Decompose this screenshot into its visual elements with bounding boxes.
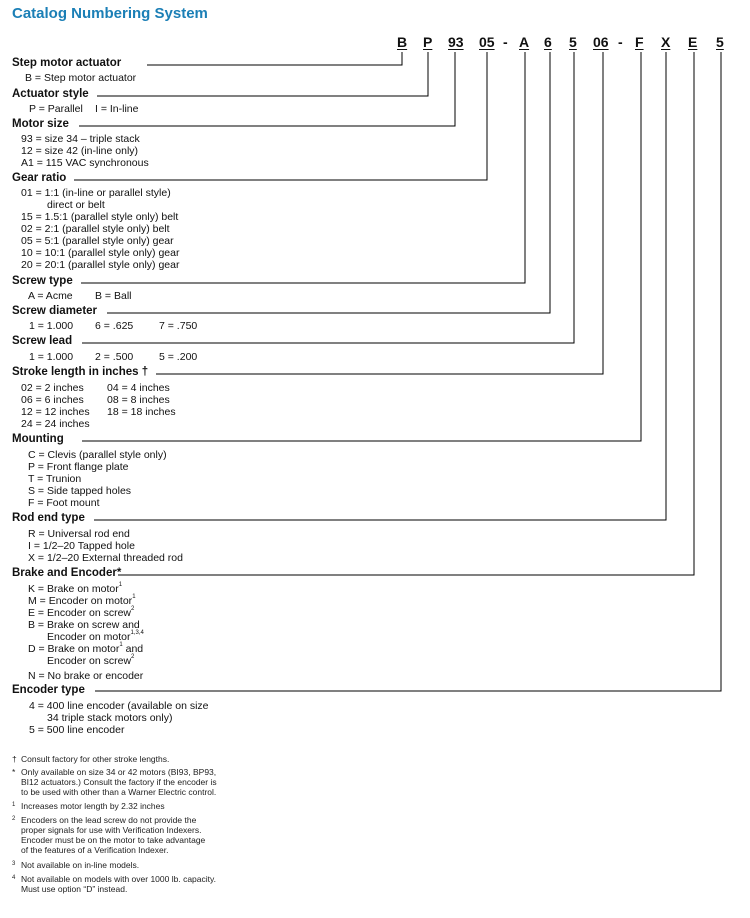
section-rod-end: Rod end type [12, 512, 85, 524]
option-motor-size: 93 = size 34 – triple stack [21, 133, 140, 145]
section-screw-lead: Screw lead [12, 335, 73, 347]
section-actuator-style: Actuator style [12, 88, 89, 100]
option-stroke: 08 = 8 inches [107, 394, 170, 406]
option-brake-encoder: B = Brake on screw and [28, 619, 140, 631]
option-motor-size: A1 = 115 VAC synchronous [21, 157, 149, 169]
option-mounting: T = Trunion [28, 473, 82, 485]
code-motor-size: 93 [448, 34, 464, 50]
section-step-motor: Step motor actuator [12, 57, 122, 69]
option-gear-ratio: 01 = 1:1 (in-line or parallel style) [21, 187, 171, 199]
leader-line [147, 52, 402, 65]
code-actuator-style: P [423, 34, 433, 50]
option-acme: A = Acme [28, 290, 73, 302]
option-screw-diameter: 7 = .750 [159, 320, 198, 332]
option-screw-lead: 2 = .500 [95, 351, 134, 363]
option-brake-encoder: N = No brake or encoder [28, 670, 144, 682]
option-brake-encoder: D = Brake on motor$^1$ and [28, 642, 144, 655]
option-gear-ratio: 20 = 20:1 (parallel style only) gear [21, 259, 180, 271]
option-stroke: 02 = 2 inches [21, 382, 84, 394]
footnote-line: Encoders on the lead screw do not provide the [21, 815, 197, 825]
footnote-line: Consult factory for other stroke lengths. [21, 754, 170, 764]
footnote-line: of the features of a Verification Indexer. [21, 845, 169, 855]
option-gear-ratio: 15 = 1.5:1 (parallel style only) belt [21, 211, 179, 223]
option-gear-ratio: 02 = 2:1 (parallel style only) belt [21, 223, 170, 235]
option-stroke: 04 = 4 inches [107, 382, 170, 394]
section-gear-ratio: Gear ratio [12, 172, 67, 184]
option-screw-diameter: 6 = .625 [95, 320, 134, 332]
section-screw-type: Screw type [12, 275, 73, 287]
option-stroke: 12 = 12 inches [21, 406, 90, 418]
footnote-mark: 1 [12, 802, 16, 808]
code-dash: - [503, 34, 508, 50]
section-stroke-length: Stroke length in inches † [12, 366, 149, 378]
option-mounting: C = Clevis (parallel style only) [28, 449, 167, 461]
footnote-line: Encoder must be on the motor to take advantage [21, 835, 206, 845]
option-rod-end: I = 1/2–20 Tapped hole [28, 540, 135, 552]
footnote-line: Only available on size 34 or 42 motors (BI93, BP93, [21, 767, 217, 777]
code-brake-encoder: E [688, 34, 698, 50]
section-screw-diameter: Screw diameter [12, 305, 98, 317]
leader-line [107, 52, 550, 313]
footnote-line: Must use option “D” instead. [21, 884, 128, 894]
option-parallel: P = Parallel [29, 103, 83, 115]
option-gear-ratio: 05 = 5:1 (parallel style only) gear [21, 235, 174, 247]
leader-line [95, 52, 721, 691]
code-rod-end: X [661, 34, 671, 50]
option-brake-encoder: E = Encoder on screw$^2$ [28, 606, 135, 619]
footnote-mark: 4 [12, 875, 16, 881]
section-encoder-type: Encoder type [12, 684, 85, 696]
option-brake-encoder: K = Brake on motor$^1$ [28, 582, 123, 595]
footnote-mark: 2 [12, 816, 16, 822]
code-stroke-length: 06 [593, 34, 609, 50]
code-dash: - [618, 34, 623, 50]
footnote-line: to be used with other than a Warner Electric control. [21, 787, 217, 797]
option-rod-end: R = Universal rod end [28, 528, 130, 540]
option-rod-end: X = 1/2–20 External threaded rod [28, 552, 183, 564]
code-encoder-type: 5 [716, 34, 724, 50]
option-stroke: 06 = 6 inches [21, 394, 84, 406]
option-encoder-type: 5 = 500 line encoder [29, 724, 125, 736]
code-gear-ratio: 05 [479, 34, 495, 50]
option-encoder-type: 4 = 400 line encoder (available on size [29, 700, 209, 712]
option-ball: B = Ball [95, 290, 132, 302]
leader-line [97, 52, 428, 96]
option-screw-lead: 1 = 1.000 [29, 351, 74, 363]
option-brake-encoder-cont: Encoder on screw$^2$ [47, 654, 135, 667]
option-in-line: I = In-line [95, 103, 139, 115]
footnote-line: proper signals for use with Verification Indexers. [21, 825, 202, 835]
footnote-line: BI12 actuators.) Consult the factory if the encoder is [21, 777, 217, 787]
footnote-mark: 3 [12, 861, 16, 867]
option-screw-lead: 5 = .200 [159, 351, 198, 363]
section-motor-size: Motor size [12, 118, 69, 130]
footnote-mark: † [12, 754, 17, 764]
option-brake-encoder: M = Encoder on motor$^1$ [28, 594, 136, 607]
option-step-motor: B = Step motor actuator [25, 72, 137, 84]
code-step-motor: B [397, 34, 408, 50]
option-mounting: F = Foot mount [28, 497, 100, 509]
code-screw-diameter: 6 [544, 34, 552, 50]
page-title: Catalog Numbering System [12, 5, 208, 22]
footnote-line: Not available on models with over 1000 lb. capacity. [21, 874, 216, 884]
footnote-line: Not available on in-line models. [21, 860, 140, 870]
code-screw-type: A [519, 34, 530, 50]
footnote-line: Increases motor length by 2.32 inches [21, 801, 165, 811]
section-brake-encoder: Brake and Encoder* [12, 567, 122, 579]
option-brake-encoder-cont: Encoder on motor$^{1,3,4}$ [47, 630, 144, 643]
footnote-mark: * [12, 767, 16, 777]
section-mounting: Mounting [12, 433, 64, 445]
option-screw-diameter: 1 = 1.000 [29, 320, 74, 332]
code-screw-lead: 5 [569, 34, 577, 50]
option-encoder-type-cont: 34 triple stack motors only) [47, 712, 173, 724]
option-stroke: 24 = 24 inches [21, 418, 90, 430]
option-gear-ratio-cont: direct or belt [47, 199, 105, 211]
option-stroke: 18 = 18 inches [107, 406, 176, 418]
option-gear-ratio: 10 = 10:1 (parallel style only) gear [21, 247, 180, 259]
leader-line [94, 52, 666, 520]
option-mounting: P = Front flange plate [28, 461, 129, 473]
code-mounting: F [635, 34, 644, 50]
option-motor-size: 12 = size 42 (in-line only) [21, 145, 139, 157]
option-mounting: S = Side tapped holes [28, 485, 132, 497]
leader-line [156, 52, 603, 374]
